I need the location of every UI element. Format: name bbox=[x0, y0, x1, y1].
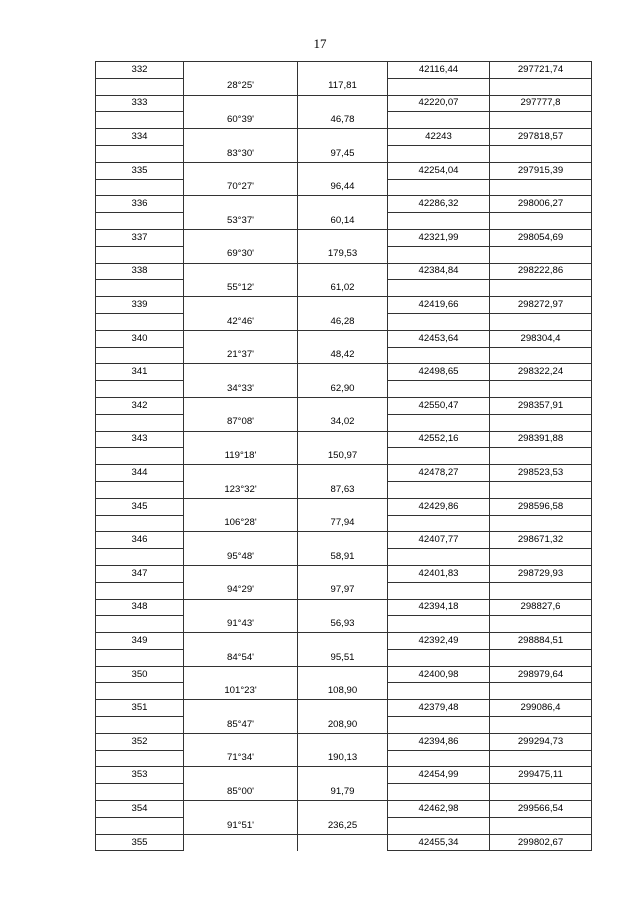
empty-y-cell bbox=[490, 280, 592, 297]
distance-cell: 117,81 bbox=[298, 78, 388, 95]
empty-distance-cell bbox=[298, 834, 388, 851]
distance-cell: 77,94 bbox=[298, 515, 388, 532]
segment-row bbox=[96, 750, 592, 767]
empty-point-cell bbox=[96, 515, 184, 532]
segment-row bbox=[96, 213, 592, 230]
point-number-cell: 346 bbox=[96, 532, 184, 549]
empty-angle-cell bbox=[184, 498, 298, 515]
empty-angle-cell bbox=[184, 700, 298, 717]
distance-cell: 46,28 bbox=[298, 313, 388, 330]
empty-point-cell bbox=[96, 481, 184, 498]
segment-row bbox=[96, 717, 592, 734]
empty-y-cell bbox=[490, 448, 592, 465]
distance-cell: 236,25 bbox=[298, 817, 388, 834]
empty-y-cell bbox=[490, 145, 592, 162]
distance-cell: 58,91 bbox=[298, 549, 388, 566]
point-row bbox=[96, 565, 592, 582]
angle-cell: 91°43' bbox=[184, 616, 298, 633]
distance-cell: 60,14 bbox=[298, 213, 388, 230]
point-number-cell: 350 bbox=[96, 666, 184, 683]
point-row bbox=[96, 129, 592, 146]
empty-point-cell bbox=[96, 649, 184, 666]
empty-distance-cell bbox=[298, 599, 388, 616]
empty-x-cell bbox=[388, 145, 490, 162]
empty-point-cell bbox=[96, 313, 184, 330]
empty-angle-cell bbox=[184, 95, 298, 112]
y-coordinate-cell: 298054,69 bbox=[490, 229, 592, 246]
empty-point-cell bbox=[96, 683, 184, 700]
empty-y-cell bbox=[490, 347, 592, 364]
empty-distance-cell bbox=[298, 700, 388, 717]
empty-distance-cell bbox=[298, 95, 388, 112]
page-number: 17 bbox=[313, 36, 327, 51]
point-row bbox=[96, 397, 592, 414]
segment-row bbox=[96, 78, 592, 95]
y-coordinate-cell: 299802,67 bbox=[490, 834, 592, 851]
empty-distance-cell bbox=[298, 633, 388, 650]
empty-distance-cell bbox=[298, 498, 388, 515]
angle-cell: 21°37' bbox=[184, 347, 298, 364]
point-number-cell: 351 bbox=[96, 700, 184, 717]
empty-point-cell bbox=[96, 381, 184, 398]
y-coordinate-cell: 297777,8 bbox=[490, 95, 592, 112]
segment-row bbox=[96, 145, 592, 162]
empty-angle-cell bbox=[184, 162, 298, 179]
empty-x-cell bbox=[388, 616, 490, 633]
empty-x-cell bbox=[388, 683, 490, 700]
distance-cell: 150,97 bbox=[298, 448, 388, 465]
point-number-cell: 352 bbox=[96, 733, 184, 750]
empty-point-cell bbox=[96, 347, 184, 364]
x-coordinate-cell: 42419,66 bbox=[388, 297, 490, 314]
empty-angle-cell bbox=[184, 532, 298, 549]
empty-x-cell bbox=[388, 515, 490, 532]
point-number-cell: 338 bbox=[96, 263, 184, 280]
empty-y-cell bbox=[490, 78, 592, 95]
empty-point-cell bbox=[96, 112, 184, 129]
point-row bbox=[96, 62, 592, 79]
angle-cell: 95°48' bbox=[184, 549, 298, 566]
empty-distance-cell bbox=[298, 465, 388, 482]
x-coordinate-cell: 42498,65 bbox=[388, 364, 490, 381]
point-number-cell: 332 bbox=[96, 62, 184, 79]
distance-cell: 190,13 bbox=[298, 750, 388, 767]
distance-cell: 95,51 bbox=[298, 649, 388, 666]
x-coordinate-cell: 42394,86 bbox=[388, 733, 490, 750]
segment-row bbox=[96, 481, 592, 498]
empty-angle-cell bbox=[184, 263, 298, 280]
empty-y-cell bbox=[490, 313, 592, 330]
point-number-cell: 353 bbox=[96, 767, 184, 784]
point-number-cell: 334 bbox=[96, 129, 184, 146]
angle-cell: 83°30' bbox=[184, 145, 298, 162]
empty-angle-cell bbox=[184, 364, 298, 381]
x-coordinate-cell: 42407,77 bbox=[388, 532, 490, 549]
point-row bbox=[96, 767, 592, 784]
point-row bbox=[96, 633, 592, 650]
point-number-cell: 347 bbox=[96, 565, 184, 582]
empty-x-cell bbox=[388, 280, 490, 297]
segment-row bbox=[96, 381, 592, 398]
angle-cell: 34°33' bbox=[184, 381, 298, 398]
point-row bbox=[96, 498, 592, 515]
empty-angle-cell bbox=[184, 599, 298, 616]
angle-cell: 123°32' bbox=[184, 481, 298, 498]
x-coordinate-cell: 42400,98 bbox=[388, 666, 490, 683]
empty-distance-cell bbox=[298, 532, 388, 549]
distance-cell: 208,90 bbox=[298, 717, 388, 734]
distance-cell: 87,63 bbox=[298, 481, 388, 498]
empty-point-cell bbox=[96, 448, 184, 465]
y-coordinate-cell: 298729,93 bbox=[490, 565, 592, 582]
x-coordinate-cell: 42454,99 bbox=[388, 767, 490, 784]
point-row bbox=[96, 364, 592, 381]
x-coordinate-cell: 42384,84 bbox=[388, 263, 490, 280]
empty-angle-cell bbox=[184, 733, 298, 750]
point-number-cell: 348 bbox=[96, 599, 184, 616]
empty-point-cell bbox=[96, 179, 184, 196]
y-coordinate-cell: 298523,53 bbox=[490, 465, 592, 482]
empty-angle-cell bbox=[184, 229, 298, 246]
angle-cell: 69°30' bbox=[184, 246, 298, 263]
empty-distance-cell bbox=[298, 733, 388, 750]
angle-cell: 85°00' bbox=[184, 784, 298, 801]
empty-distance-cell bbox=[298, 767, 388, 784]
point-number-cell: 336 bbox=[96, 196, 184, 213]
empty-point-cell bbox=[96, 582, 184, 599]
y-coordinate-cell: 299475,11 bbox=[490, 767, 592, 784]
empty-distance-cell bbox=[298, 297, 388, 314]
angle-cell: 42°46' bbox=[184, 313, 298, 330]
empty-y-cell bbox=[490, 717, 592, 734]
empty-x-cell bbox=[388, 246, 490, 263]
empty-angle-cell bbox=[184, 330, 298, 347]
empty-distance-cell bbox=[298, 397, 388, 414]
empty-x-cell bbox=[388, 213, 490, 230]
point-number-cell: 343 bbox=[96, 431, 184, 448]
point-number-cell: 345 bbox=[96, 498, 184, 515]
distance-cell: 48,42 bbox=[298, 347, 388, 364]
empty-y-cell bbox=[490, 817, 592, 834]
empty-distance-cell bbox=[298, 565, 388, 582]
y-coordinate-cell: 298827,6 bbox=[490, 599, 592, 616]
point-row bbox=[96, 666, 592, 683]
y-coordinate-cell: 298671,32 bbox=[490, 532, 592, 549]
x-coordinate-cell: 42429,86 bbox=[388, 498, 490, 515]
empty-x-cell bbox=[388, 582, 490, 599]
coordinates-table bbox=[95, 61, 592, 851]
point-row bbox=[96, 229, 592, 246]
point-row bbox=[96, 330, 592, 347]
empty-x-cell bbox=[388, 381, 490, 398]
coordinates-table-body bbox=[96, 62, 592, 851]
empty-y-cell bbox=[490, 616, 592, 633]
distance-cell: 97,97 bbox=[298, 582, 388, 599]
angle-cell: 85°47' bbox=[184, 717, 298, 734]
empty-angle-cell bbox=[184, 465, 298, 482]
empty-angle-cell bbox=[184, 62, 298, 79]
point-row bbox=[96, 532, 592, 549]
distance-cell: 96,44 bbox=[298, 179, 388, 196]
point-number-cell: 355 bbox=[96, 834, 184, 851]
angle-cell: 60°39' bbox=[184, 112, 298, 129]
point-row bbox=[96, 733, 592, 750]
x-coordinate-cell: 42220,07 bbox=[388, 95, 490, 112]
empty-distance-cell bbox=[298, 364, 388, 381]
point-row bbox=[96, 95, 592, 112]
point-number-cell: 339 bbox=[96, 297, 184, 314]
point-row bbox=[96, 700, 592, 717]
distance-cell: 34,02 bbox=[298, 414, 388, 431]
empty-distance-cell bbox=[298, 330, 388, 347]
angle-cell: 119°18' bbox=[184, 448, 298, 465]
x-coordinate-cell: 42478,27 bbox=[388, 465, 490, 482]
empty-point-cell bbox=[96, 280, 184, 297]
point-row bbox=[96, 465, 592, 482]
empty-distance-cell bbox=[298, 801, 388, 818]
empty-point-cell bbox=[96, 616, 184, 633]
empty-x-cell bbox=[388, 784, 490, 801]
segment-row bbox=[96, 246, 592, 263]
angle-cell: 87°08' bbox=[184, 414, 298, 431]
empty-x-cell bbox=[388, 78, 490, 95]
y-coordinate-cell: 298391,88 bbox=[490, 431, 592, 448]
angle-cell: 91°51' bbox=[184, 817, 298, 834]
empty-y-cell bbox=[490, 481, 592, 498]
y-coordinate-cell: 297818,57 bbox=[490, 129, 592, 146]
segment-row bbox=[96, 817, 592, 834]
empty-point-cell bbox=[96, 78, 184, 95]
angle-cell: 71°34' bbox=[184, 750, 298, 767]
empty-point-cell bbox=[96, 414, 184, 431]
point-number-cell: 349 bbox=[96, 633, 184, 650]
empty-x-cell bbox=[388, 717, 490, 734]
empty-x-cell bbox=[388, 481, 490, 498]
empty-distance-cell bbox=[298, 666, 388, 683]
empty-point-cell bbox=[96, 145, 184, 162]
empty-angle-cell bbox=[184, 666, 298, 683]
empty-y-cell bbox=[490, 112, 592, 129]
empty-angle-cell bbox=[184, 767, 298, 784]
x-coordinate-cell: 42116,44 bbox=[388, 62, 490, 79]
empty-x-cell bbox=[388, 179, 490, 196]
angle-cell: 55°12' bbox=[184, 280, 298, 297]
empty-y-cell bbox=[490, 213, 592, 230]
empty-x-cell bbox=[388, 750, 490, 767]
empty-point-cell bbox=[96, 246, 184, 263]
empty-distance-cell bbox=[298, 431, 388, 448]
segment-row bbox=[96, 347, 592, 364]
empty-angle-cell bbox=[184, 633, 298, 650]
segment-row bbox=[96, 616, 592, 633]
empty-angle-cell bbox=[184, 129, 298, 146]
x-coordinate-cell: 42462,98 bbox=[388, 801, 490, 818]
empty-x-cell bbox=[388, 649, 490, 666]
x-coordinate-cell: 42379,48 bbox=[388, 700, 490, 717]
empty-angle-cell bbox=[184, 196, 298, 213]
y-coordinate-cell: 298357,91 bbox=[490, 397, 592, 414]
point-row bbox=[96, 801, 592, 818]
segment-row bbox=[96, 448, 592, 465]
segment-row bbox=[96, 515, 592, 532]
point-number-cell: 337 bbox=[96, 229, 184, 246]
empty-point-cell bbox=[96, 817, 184, 834]
point-row bbox=[96, 431, 592, 448]
x-coordinate-cell: 42550,47 bbox=[388, 397, 490, 414]
point-row bbox=[96, 196, 592, 213]
angle-cell: 101°23' bbox=[184, 683, 298, 700]
empty-y-cell bbox=[490, 784, 592, 801]
empty-y-cell bbox=[490, 750, 592, 767]
x-coordinate-cell: 42453,64 bbox=[388, 330, 490, 347]
x-coordinate-cell: 42552,16 bbox=[388, 431, 490, 448]
angle-cell: 106°28' bbox=[184, 515, 298, 532]
point-number-cell: 333 bbox=[96, 95, 184, 112]
angle-cell: 28°25' bbox=[184, 78, 298, 95]
y-coordinate-cell: 298979,64 bbox=[490, 666, 592, 683]
empty-angle-cell bbox=[184, 297, 298, 314]
empty-x-cell bbox=[388, 313, 490, 330]
point-row bbox=[96, 162, 592, 179]
empty-y-cell bbox=[490, 414, 592, 431]
y-coordinate-cell: 298322,24 bbox=[490, 364, 592, 381]
empty-point-cell bbox=[96, 717, 184, 734]
empty-y-cell bbox=[490, 649, 592, 666]
x-coordinate-cell: 42392,49 bbox=[388, 633, 490, 650]
empty-y-cell bbox=[490, 179, 592, 196]
y-coordinate-cell: 298884,51 bbox=[490, 633, 592, 650]
point-row bbox=[96, 599, 592, 616]
empty-distance-cell bbox=[298, 129, 388, 146]
empty-y-cell bbox=[490, 246, 592, 263]
empty-x-cell bbox=[388, 817, 490, 834]
angle-cell: 53°37' bbox=[184, 213, 298, 230]
empty-angle-cell bbox=[184, 565, 298, 582]
empty-x-cell bbox=[388, 549, 490, 566]
empty-y-cell bbox=[490, 582, 592, 599]
x-coordinate-cell: 42394,18 bbox=[388, 599, 490, 616]
empty-distance-cell bbox=[298, 229, 388, 246]
point-number-cell: 344 bbox=[96, 465, 184, 482]
segment-row bbox=[96, 683, 592, 700]
segment-row bbox=[96, 313, 592, 330]
empty-y-cell bbox=[490, 381, 592, 398]
y-coordinate-cell: 298272,97 bbox=[490, 297, 592, 314]
x-coordinate-cell: 42286,32 bbox=[388, 196, 490, 213]
empty-y-cell bbox=[490, 683, 592, 700]
segment-row bbox=[96, 414, 592, 431]
x-coordinate-cell: 42321,99 bbox=[388, 229, 490, 246]
distance-cell: 61,02 bbox=[298, 280, 388, 297]
point-row bbox=[96, 297, 592, 314]
angle-cell: 94°29' bbox=[184, 582, 298, 599]
empty-point-cell bbox=[96, 549, 184, 566]
y-coordinate-cell: 299566,54 bbox=[490, 801, 592, 818]
distance-cell: 97,45 bbox=[298, 145, 388, 162]
y-coordinate-cell: 299086,4 bbox=[490, 700, 592, 717]
segment-row bbox=[96, 784, 592, 801]
y-coordinate-cell: 298006,27 bbox=[490, 196, 592, 213]
distance-cell: 46,78 bbox=[298, 112, 388, 129]
x-coordinate-cell: 42455,34 bbox=[388, 834, 490, 851]
segment-row bbox=[96, 280, 592, 297]
point-number-cell: 340 bbox=[96, 330, 184, 347]
empty-y-cell bbox=[490, 515, 592, 532]
segment-row bbox=[96, 112, 592, 129]
empty-distance-cell bbox=[298, 162, 388, 179]
point-row bbox=[96, 263, 592, 280]
x-coordinate-cell: 42401,83 bbox=[388, 565, 490, 582]
segment-row bbox=[96, 649, 592, 666]
segment-row bbox=[96, 179, 592, 196]
segment-row bbox=[96, 549, 592, 566]
point-number-cell: 335 bbox=[96, 162, 184, 179]
empty-angle-cell bbox=[184, 431, 298, 448]
empty-angle-cell bbox=[184, 801, 298, 818]
distance-cell: 91,79 bbox=[298, 784, 388, 801]
empty-y-cell bbox=[490, 549, 592, 566]
point-row bbox=[96, 834, 592, 851]
angle-cell: 84°54' bbox=[184, 649, 298, 666]
empty-angle-cell bbox=[184, 397, 298, 414]
point-number-cell: 354 bbox=[96, 801, 184, 818]
empty-point-cell bbox=[96, 750, 184, 767]
angle-cell: 70°27' bbox=[184, 179, 298, 196]
empty-distance-cell bbox=[298, 62, 388, 79]
y-coordinate-cell: 298304,4 bbox=[490, 330, 592, 347]
empty-point-cell bbox=[96, 213, 184, 230]
point-number-cell: 342 bbox=[96, 397, 184, 414]
empty-x-cell bbox=[388, 347, 490, 364]
distance-cell: 62,90 bbox=[298, 381, 388, 398]
empty-x-cell bbox=[388, 448, 490, 465]
distance-cell: 179,53 bbox=[298, 246, 388, 263]
x-coordinate-cell: 42254,04 bbox=[388, 162, 490, 179]
empty-point-cell bbox=[96, 784, 184, 801]
y-coordinate-cell: 297915,39 bbox=[490, 162, 592, 179]
empty-x-cell bbox=[388, 414, 490, 431]
empty-distance-cell bbox=[298, 196, 388, 213]
empty-x-cell bbox=[388, 112, 490, 129]
empty-angle-cell bbox=[184, 834, 298, 851]
distance-cell: 108,90 bbox=[298, 683, 388, 700]
y-coordinate-cell: 298596,58 bbox=[490, 498, 592, 515]
y-coordinate-cell: 297721,74 bbox=[490, 62, 592, 79]
x-coordinate-cell: 42243 bbox=[388, 129, 490, 146]
segment-row bbox=[96, 582, 592, 599]
y-coordinate-cell: 298222,86 bbox=[490, 263, 592, 280]
distance-cell: 56,93 bbox=[298, 616, 388, 633]
y-coordinate-cell: 299294,73 bbox=[490, 733, 592, 750]
point-number-cell: 341 bbox=[96, 364, 184, 381]
empty-distance-cell bbox=[298, 263, 388, 280]
